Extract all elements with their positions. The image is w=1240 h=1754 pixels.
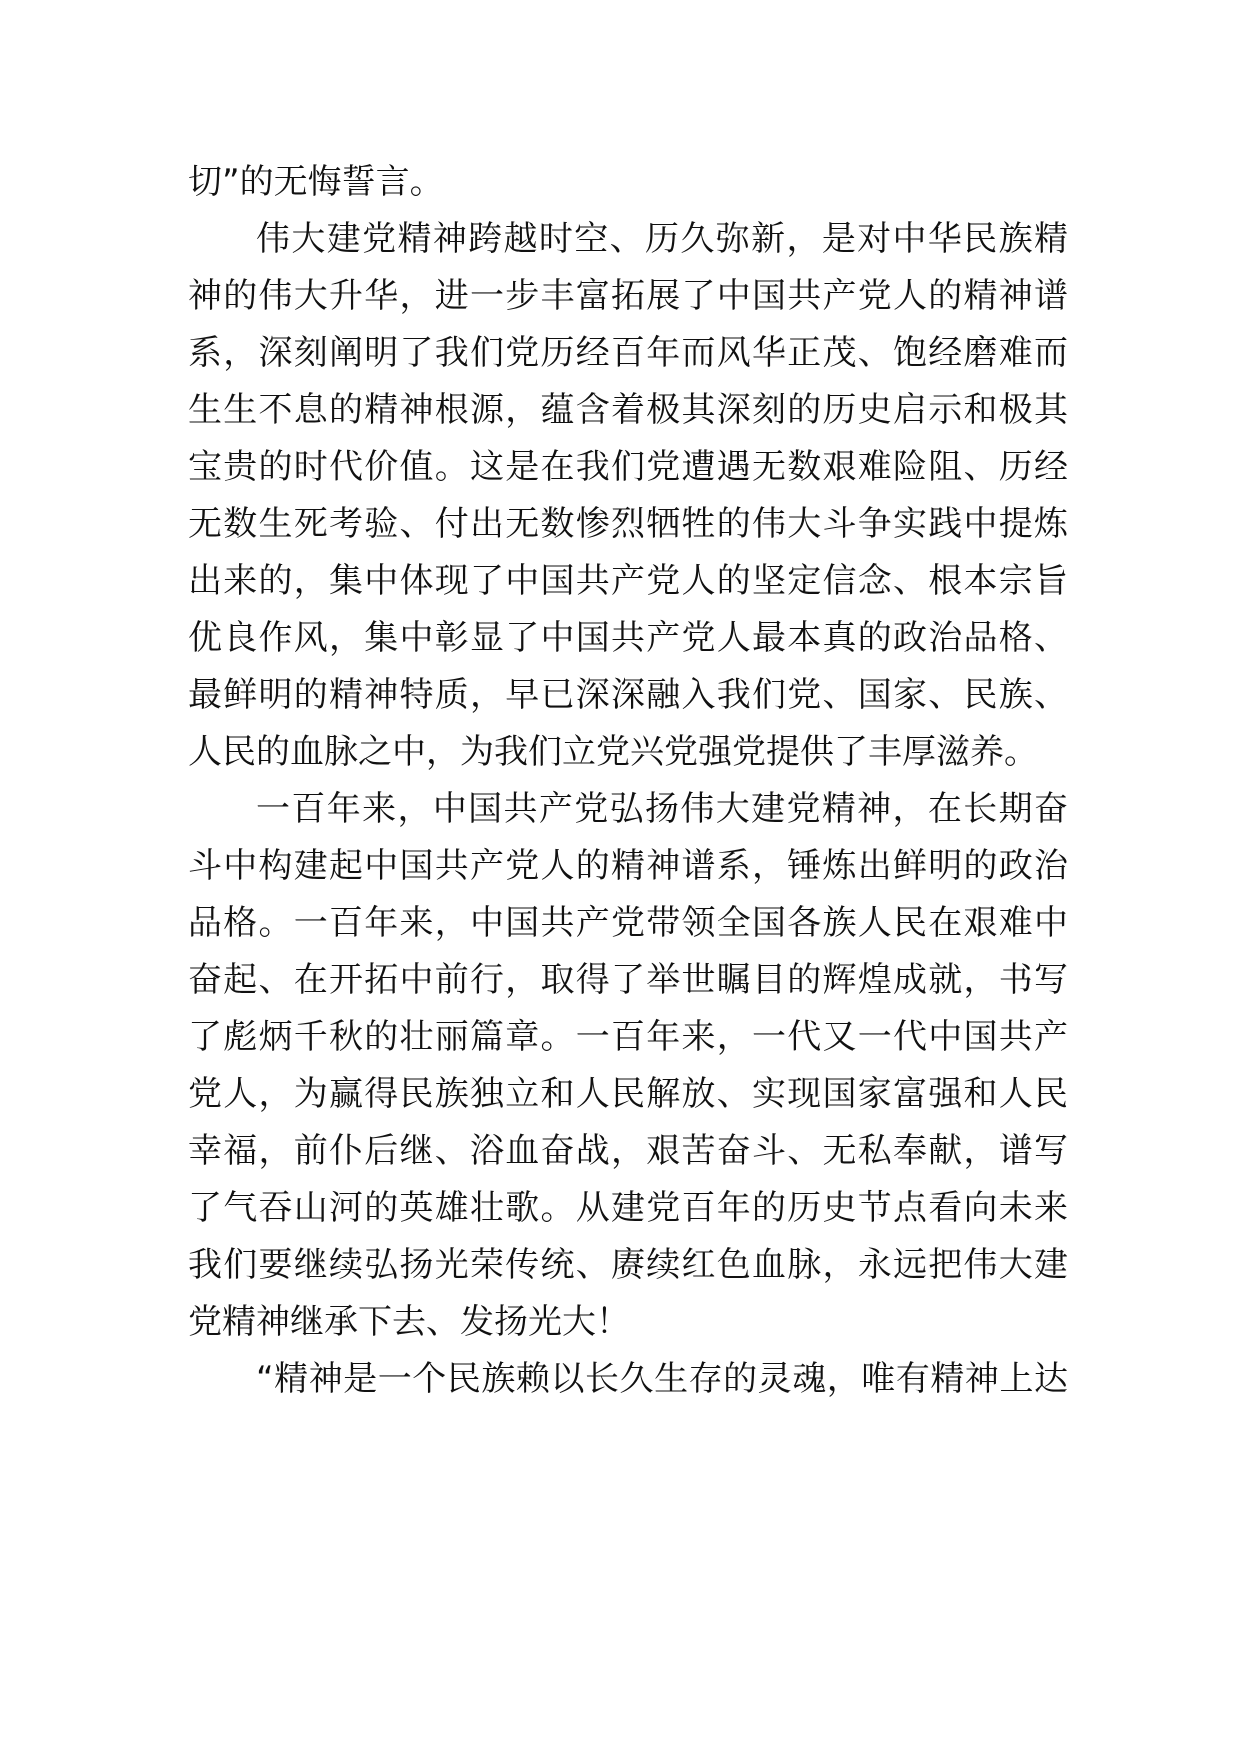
text-line: 伟大建党精神跨越时空、历久弥新，是对中华民族精 [256,219,1068,259]
text-line: 宝贵的时代价值。这是在我们党遭遇无数艰难险阻、历经 [188,447,1068,487]
text-line: 了彪炳千秋的壮丽篇章。一百年来，一代又一代中国共产 [188,1017,1068,1057]
text-line: 幸福，前仆后继、浴血奋战，艰苦奋斗、无私奉献，谱写 [188,1131,1068,1171]
text-line: 奋起、在开拓中前行，取得了举世瞩目的辉煌成就，书写 [188,960,1068,1000]
text-line: 斗中构建起中国共产党人的精神谱系，锤炼出鲜明的政治 [188,846,1068,886]
text-line: 了气吞山河的英雄壮歌。从建党百年的历史节点看向未来 [188,1188,1068,1228]
text-line: 最鲜明的精神特质，早已深深融入我们党、国家、民族、 [188,675,1068,715]
text-line: 我们要继续弘扬光荣传统、赓续红色血脉，永远把伟大建 [188,1245,1068,1285]
text-line: 系，深刻阐明了我们党历经百年而风华正茂、饱经磨难而 [188,333,1068,373]
text-line: 出来的，集中体现了中国共产党人的坚定信念、根本宗旨 [188,561,1068,601]
text-line: 生生不息的精神根源，蕴含着极其深刻的历史启示和极其 [188,390,1068,430]
text-line: 切”的无悔誓言。 [188,162,444,202]
text-line: 党人，为赢得民族独立和人民解放、实现国家富强和人民 [188,1074,1068,1114]
text-line: “精神是一个民族赖以长久生存的灵魂，唯有精神上达 [256,1359,1068,1399]
text-line: 优良作风，集中彰显了中国共产党人最本真的政治品格、 [188,618,1068,658]
text-line: 无数生死考验、付出无数惨烈牺牲的伟大斗争实践中提炼 [188,504,1068,544]
text-line: 人民的血脉之中，为我们立党兴党强党提供了丰厚滋养。 [188,732,1038,772]
text-line: 一百年来，中国共产党弘扬伟大建党精神，在长期奋 [256,789,1068,829]
text-line: 党精神继承下去、发扬光大！ [188,1302,630,1342]
text-line: 神的伟大升华，进一步丰富拓展了中国共产党人的精神谱 [188,276,1068,316]
text-line: 品格。一百年来，中国共产党带领全国各族人民在艰难中 [188,903,1068,943]
